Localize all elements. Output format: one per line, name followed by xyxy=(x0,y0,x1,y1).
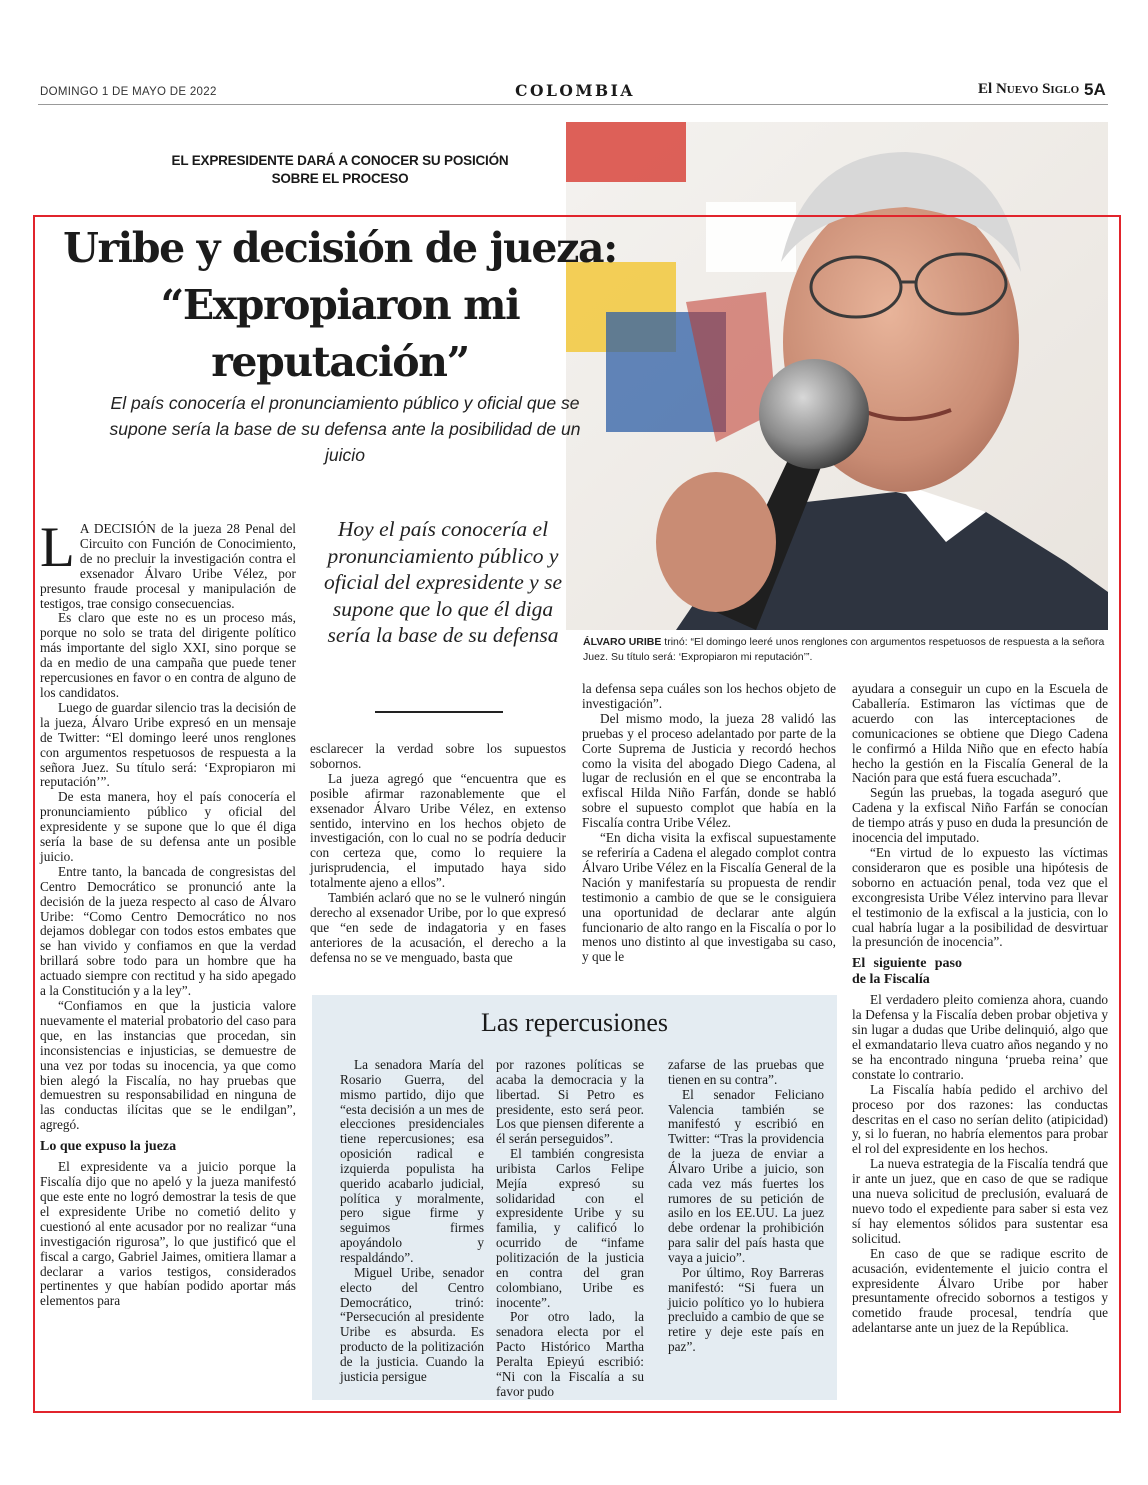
article-column-4 xyxy=(852,682,1108,1336)
kicker: EL EXPRESIDENTE DARÁ A CONOCER SU POSICIÓN SOBRE EL PROCESO xyxy=(171,153,509,186)
publication-date: DOMINGO 1 DE MAYO DE 2022 xyxy=(40,86,217,98)
sidebar-paragraph: Miguel Uribe, senador electo del Centro Democrático, trinó: “Persecución al presidente Uribe es absurda. Es producto de la politización de la justicia. Cuando la justicia persigue xyxy=(340,1264,484,1384)
page-number: 5A xyxy=(1084,80,1106,99)
subheading: El siguiente paso de la Fiscalía xyxy=(852,956,962,988)
article-paragraph: “Confiamos en que la justicia valore nuevamente el material probatorio del caso para que, en las instancias que procedan, sin inconsistencias e injusticias, se demuestre de una vez por todas su inocencia, ya que como bien alegó la Fiscalía, no hay pruebas que demuestren su responsabilidad en ninguna de las conductas ilícitas que se le endilgan”, agregó. xyxy=(40,998,296,1133)
article-paragraph: A DECISIÓN de la jueza 28 Penal del Circuito con Función de Conocimiento, de no precluir la investigación contra el exsenador Álvaro Uribe Vélez, por presunto fraude procesal y manipulación de testigos, trae consigo consecuencias. xyxy=(40,521,296,611)
article-column-2 xyxy=(310,742,566,966)
article-column-1 xyxy=(40,516,296,1309)
article-paragraph: Entre tanto, la bancada de congresistas del Centro Democrático se pronunció ante la decisión de la jueza respecto al caso de Álvaro Uribe: “Como Centro Democrático no nos dejamos doblegar con todos estos embates que se han vivido y confiamos en que la verdad brillará sobre todo para un hombre que ha actuado siempre con rectitud y ha sido apegado a la Constitución y a la ley”. xyxy=(40,863,296,999)
article-paragraph: De esta manera, hoy el país conocería el pronunciamiento público y oficial del expresidente y se supone que lo que él diga sería la base de su defensa ante un posible juicio. xyxy=(40,789,296,864)
headline: Uribe y decisión de jueza: “Expropiaron mi reputación” xyxy=(63,224,617,386)
article-paragraph: Luego de guardar silencio tras la decisión de la jueza, Álvaro Uribe expresó en un mensaje de Twitter: “El domingo leeré unos renglones con argumentos respetuosos de respuesta a la señora Juez. Su título será: ‘Expropiaron mi reputación’”. xyxy=(40,699,296,790)
sidebar-column-1 xyxy=(340,1058,484,1385)
article-paragraph: Del mismo modo, la jueza 28 validó las pruebas y el proceso adelantado por parte de la Corte Suprema de Justicia y recordó hechos como la visita del abogado Diego Cadena, al lugar de reclusión en el que se encontraba la exfiscal Hilda Niño Farfán, donde se habló sobre el supuesto complot que había en la Fiscalía contra Uribe Vélez. xyxy=(582,710,836,831)
pull-quote: Hoy el país conocería el pronunciamiento público y oficial del expresidente y se supone que lo que él diga sería la base de su defensa xyxy=(323,517,562,647)
sidebar-column-2 xyxy=(496,1058,644,1399)
article-paragraph: En caso de que se radique escrito de acusación, evidentemente el juicio contra el expresidente Álvaro Uribe por haber presuntamente ofrecido sobornos a testigos y cometido fraude procesal, tendría que adelantarse ante un juez de la República. xyxy=(852,1245,1108,1336)
pull-quote-rule xyxy=(375,711,503,713)
article-paragraph: “En virtud de lo expuesto las víctimas consideraron que es posible una hipótesis de soborno en actuación penal, toda vez que el excongresista Uribe Vélez intervino para llevar el testimonio de la exfiscal a la justicia, con lo cual habría lugar a la posibilidad de desvirtuar la presunción de inocencia”. xyxy=(852,844,1108,950)
article-paragraph: Según las pruebas, la togada aseguró que Cadena y la exfiscal Niño Farfán se conocían de tiempo atrás y puso en duda la presunción de inocencia del imputado. xyxy=(852,785,1108,846)
article-photo xyxy=(566,122,1108,630)
article-paragraph: El expresidente va a juicio porque la Fiscalía dijo que no apeló y la jueza manifestó que este ente no logró demostrar la tesis de que el expresidente Uribe no cometió delito y cuestionó al ente acusador por no realizar “una investigación rigurosa”, lo que justificó que el fiscal a cargo, Gabriel Jaimes, omitiera llamar a declarar a varios testigos, considerados pertinentes y que habían podido aportar más elementos para xyxy=(40,1159,296,1309)
sidebar-title: Las repercusiones xyxy=(481,1008,668,1037)
caption-name: ÁLVARO URIBE xyxy=(583,636,662,648)
sidebar-paragraph: Por otro lado, la senadora electa por el Pacto Histórico Martha Peralta Epieyú escribió: “Ni con la Fiscalía a su favor pudo xyxy=(496,1309,644,1399)
header-divider xyxy=(38,104,1108,105)
newspaper-logo: El Nuevo Siglo xyxy=(978,81,1080,97)
sidebar-paragraph: por razones políticas se acaba la democracia y la libertad. Si Petro es presidente, esto será peor. Los que piensen diferente a él serán perseguidos”. xyxy=(496,1057,644,1147)
section-title: COLOMBIA xyxy=(515,81,635,100)
sidebar-paragraph: La senadora María del Rosario Guerra, del mismo partido, dijo que “esta decisión a un mes de elecciones presidenciales tiene repercusiones; esa oposición radical e izquierda populista ha querido acabarlo judicial, política y moralmente, pero sigue firme y seguimos firmes apoyándolo y respaldándo”. xyxy=(340,1057,484,1265)
photo-caption xyxy=(583,635,1107,665)
sidebar-column-3 xyxy=(668,1058,824,1355)
article-paragraph: La nueva estrategia de la Fiscalía tendrá que ir ante un juez, que en caso de que se radique una nueva solicitud de preclusión, evaluará de nuevo todo el expediente para saber si esta vez sí hay elementos sólidos para sustentar esa solicitud. xyxy=(852,1156,1108,1246)
subheading: Lo que expuso la jueza xyxy=(40,1139,177,1155)
article-paragraph: El verdadero pleito comienza ahora, cuando la Defensa y la Fiscalía deben probar objetiva y sin lugar a dudas que Uribe delinquió, algo que el exmandatario lleva cuatro años negando y no se ha encontrado ninguna ‘prueba reina’ que constate lo contrario. xyxy=(852,992,1108,1082)
article-paragraph: Es claro que este no es un proceso más, porque no solo se trata del dirigente político más importante del siglo XXI, sino porque se da en medio de una campaña que puede tener repercusiones en favor o en contra de alguno de los candidatos. xyxy=(40,610,296,700)
article-paragraph: También aclaró que no se le vulneró ningún derecho al exsenador Uribe, por lo que expresó que “en sede de indagatoria y en fases anteriores de la acusación, el derecho a la defensa no se ve menguado, basta que xyxy=(310,890,566,965)
article-paragraph: ayudara a conseguir un cupo en la Escuela de Caballería. Estimaron las víctimas que de acuerdo con las interceptaciones de comunicaciones se obtiene que Diego Cadena le confirmó a Hilda Niño que en efecto había hecho la gestión en la Fiscalía General de la Nación para que está fuera escuchada”. xyxy=(852,681,1108,786)
article-paragraph: “En dicha visita la exfiscal supuestamente se referiría a Cadena el alegado complot contra Álvaro Uribe Vélez en la Fiscalía General de la Nación y manifestaría su propuesta de rendir testimonio a cambio de que se le consiguiera una oportunidad de declarar ante algún funcionario de alto rango en la Fiscalía o por lo menos uno distinto al que investigaba su caso, y que le xyxy=(582,830,836,965)
sidebar-paragraph: El también congresista uribista Carlos Felipe Mejía expresó su solidaridad con el expresidente Uribe y su familia, y calificó lo ocurrido de “infame politización de la justicia en contra del gran colombiano, Uribe es inocente”. xyxy=(496,1146,644,1310)
sidebar-paragraph: zafarse de las pruebas que tienen en su contra”. xyxy=(668,1057,824,1087)
article-paragraph: La Fiscalía había pedido el archivo del proceso por dos razones: las conductas descritas en el caso no serían delito (atipicidad) y, si lo fueran, no habría elementos para probar el rol del expresidente en los hechos. xyxy=(852,1081,1108,1157)
sidebar-paragraph: El senador Feliciano Valencia también se manifestó y escribió en Twitter: “Tras la providencia de la jueza de enviar a Álvaro Uribe a juicio, son cada vez más fuertes los rumores de su petición de asilo en los EE.UU. La juez debe ordenar la prohibición para salir del país hasta que vaya a juicio”. xyxy=(668,1086,824,1265)
subheadline: El país conocería el pronunciamiento público y oficial que se supone sería la base de su defensa ante la posibilidad de un juicio xyxy=(109,393,581,465)
article-paragraph: la defensa sepa cuáles son los hechos objeto de investigación”. xyxy=(582,681,836,711)
article-column-3 xyxy=(582,682,836,965)
article-paragraph: La jueza agregó que “encuentra que es posible afirmar razonablemente que el exsenador Álvaro Uribe Vélez, en extenso sentido, intervino en los hechos objeto de investigación, con lo cual no se podría deducir con certeza que, como lo requiere la jurisprudencia, el imputado haya sido totalmente ajeno a ellos”. xyxy=(310,770,566,891)
caption-text: trinó: “El domingo leeré unos renglones con argumentos respetuosos de respuesta a la señora Juez. Su título será: ‘Expropiaron mi reputación’”. xyxy=(583,636,1105,663)
drop-cap: L xyxy=(40,516,75,579)
article-paragraph: esclarecer la verdad sobre los supuestos sobornos. xyxy=(310,741,566,771)
sidebar-paragraph: Por último, Roy Barreras manifestó: “Si fuera un juicio político yo lo hubiera precluido a cambio de que se retire y deje este país en paz”. xyxy=(668,1264,824,1355)
